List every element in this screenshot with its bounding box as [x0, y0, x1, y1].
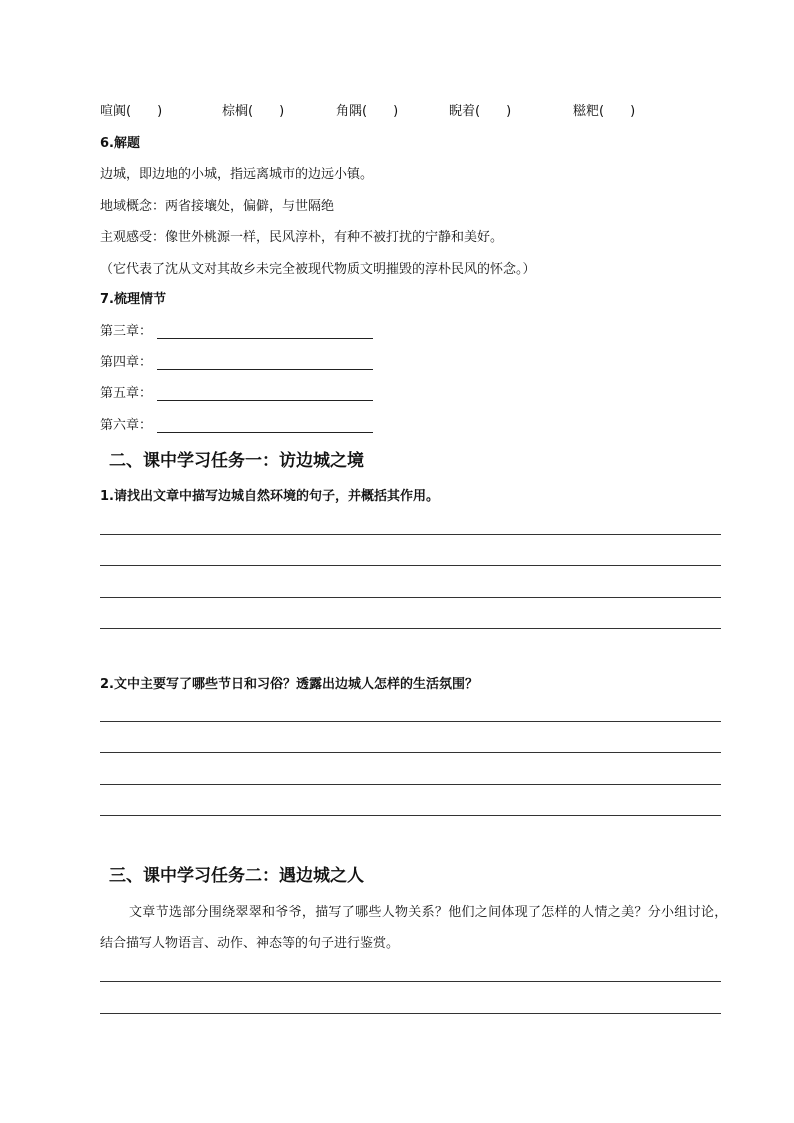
part3-paragraph-line2: 结合描写人物语言、动作、神态等的句子进行鉴赏。	[100, 936, 400, 951]
answer-line[interactable]	[100, 628, 721, 629]
part2-heading: 二、课中学习任务一：访边城之境	[109, 451, 364, 471]
chapter-label: 第四章：	[100, 355, 153, 370]
part2-question2: 2.文中主要写了哪些节日和习俗？透露出边城人怎样的生活氛围？	[100, 677, 478, 692]
section6-line2: 地域概念：两省接壤处，偏僻，与世隔绝	[100, 199, 335, 214]
chapter-label: 第六章：	[100, 418, 153, 433]
chapter-blank[interactable]	[157, 338, 373, 339]
chapter-blank[interactable]	[157, 369, 373, 370]
word-item: 棕榈( )	[222, 104, 285, 119]
answer-line[interactable]	[100, 784, 721, 785]
answer-line[interactable]	[100, 534, 721, 535]
part3-heading: 三、课中学习任务二：遇边城之人	[109, 866, 364, 886]
word-item: 喧阗( )	[100, 104, 163, 119]
chapter-blank[interactable]	[157, 400, 373, 401]
chapter-label: 第三章：	[100, 324, 153, 339]
chapter-blank[interactable]	[157, 432, 373, 433]
answer-line[interactable]	[100, 815, 721, 816]
section6-line4: （它代表了沈从文对其故乡未完全被现代物质文明摧毁的淳朴民风的怀念。）	[100, 262, 536, 277]
section6-line1: 边城，即边地的小城，指远离城市的边远小镇。	[100, 167, 374, 182]
word-item: 睨着( )	[449, 104, 512, 119]
word-item: 糍粑( )	[573, 104, 636, 119]
answer-line[interactable]	[100, 1013, 721, 1014]
part3-paragraph-line1: 文章节选部分围绕翠翠和爷爷，描写了哪些人物关系？他们之间体现了怎样的人情之美？分小组讨论，	[129, 905, 728, 920]
section6-title: 6.解题	[100, 136, 140, 151]
section6-line3: 主观感受：像世外桃源一样，民风淳朴，有种不被打扰的宁静和美好。	[100, 230, 504, 245]
answer-line[interactable]	[100, 981, 721, 982]
answer-line[interactable]	[100, 752, 721, 753]
answer-line[interactable]	[100, 721, 721, 722]
section7-title: 7.梳理情节	[100, 292, 166, 307]
part2-question1: 1.请找出文章中描写边城自然环境的句子，并概括其作用。	[100, 489, 439, 504]
answer-line[interactable]	[100, 597, 721, 598]
chapter-label: 第五章：	[100, 386, 153, 401]
answer-line[interactable]	[100, 565, 721, 566]
word-item: 角隅( )	[336, 104, 399, 119]
